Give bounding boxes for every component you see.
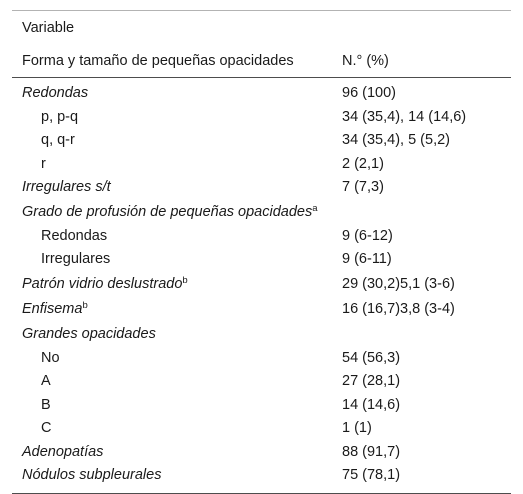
row-label: Redondas (41, 227, 108, 244)
table-row (12, 417, 511, 441)
row-value: 29 (30,2)5,1 (3-6) (342, 275, 455, 292)
table-row (12, 441, 511, 465)
row-value: 27 (28,1) (342, 373, 401, 389)
footnote-marker: b (182, 274, 188, 286)
row-label: Grandes opacidades (22, 325, 156, 342)
row-label: No (41, 349, 60, 366)
header-col-count: N.° (%) (342, 53, 389, 69)
row-value: 34 (35,4), 5 (5,2) (342, 132, 450, 148)
table-bottom-rule (12, 493, 511, 494)
row-value: 96 (100) (342, 85, 397, 101)
row-label: Irregulares s/t (22, 179, 111, 195)
table-header-row (12, 45, 511, 77)
row-label: Patrón vidrio deslustrado$^b$ (22, 274, 188, 292)
table-row (12, 176, 511, 200)
row-value: 9 (6-12) (342, 227, 393, 244)
table-row (12, 82, 511, 106)
table-row (12, 322, 511, 347)
table-row (12, 225, 511, 249)
row-value: 16 (16,7)3,8 (3-4) (342, 300, 455, 317)
row-label: B (41, 396, 51, 413)
row-value: 54 (56,3) (342, 349, 401, 366)
row-value: 88 (91,7) (342, 443, 401, 460)
row-label: Redondas (22, 85, 89, 101)
table-row (12, 248, 511, 272)
row-label: C (41, 420, 52, 436)
row-value: 2 (2,1) (342, 155, 384, 172)
row-label: Adenopatías (22, 443, 104, 460)
data-table (12, 10, 511, 494)
row-value: 9 (6-11) (342, 251, 392, 267)
row-label: Irregulares (41, 251, 111, 267)
table-row (12, 347, 511, 371)
row-value: 1 (1) (342, 420, 372, 436)
table-row (12, 106, 511, 130)
table-row (12, 200, 511, 225)
row-value: 75 (78,1) (342, 467, 401, 483)
row-label: p, p-q (41, 108, 79, 125)
row-label: r (41, 155, 46, 172)
table-row (12, 272, 511, 297)
table-row (12, 129, 511, 153)
row-value: 34 (35,4), 14 (14,6) (342, 108, 467, 125)
row-label: Nódulos subpleurales (22, 467, 162, 483)
table-row (12, 297, 511, 322)
table-row (12, 394, 511, 418)
table-row (12, 153, 511, 177)
header-col-description: Forma y tamaño de pequeñas opacidades (22, 53, 294, 69)
row-value: 14 (14,6) (342, 396, 401, 413)
row-label: A (41, 373, 51, 389)
row-value: 7 (7,3) (342, 179, 384, 195)
table-row (12, 464, 511, 488)
row-label: Enfisema$^b$ (22, 299, 88, 317)
header-variable: Variable (22, 20, 75, 36)
table-row (12, 370, 511, 394)
row-label: q, q-r (41, 132, 75, 148)
table-body (12, 78, 511, 493)
row-label: Grado de profusión de pequeñas opacidades$^a$ (22, 202, 318, 220)
footnote-marker: a (312, 202, 318, 214)
footnote-marker: b (82, 299, 88, 311)
